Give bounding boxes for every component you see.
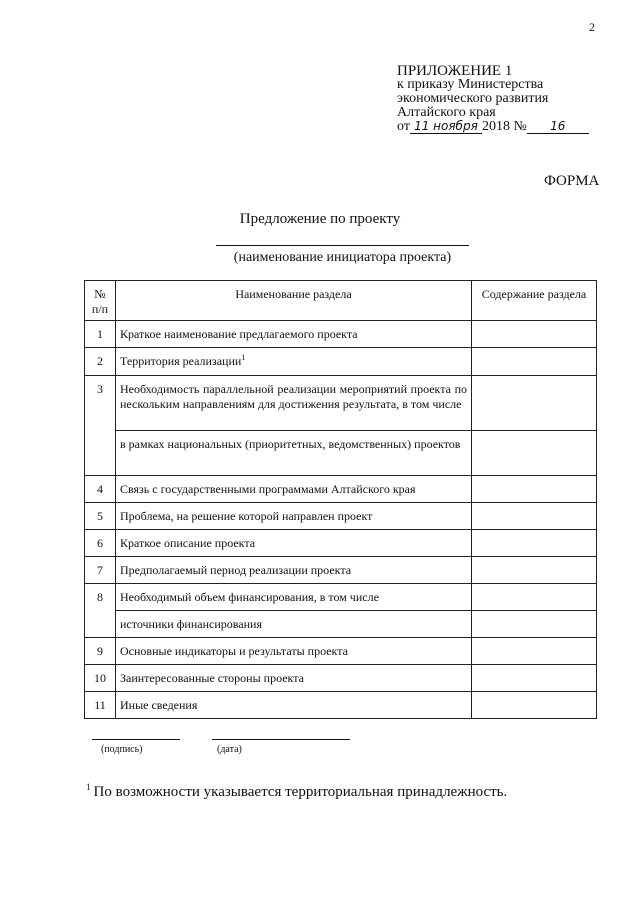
table-row bbox=[85, 530, 597, 557]
header-number bbox=[85, 281, 116, 321]
row-section-name: Проблема, на решение которой направлен проект bbox=[116, 503, 472, 530]
table-row bbox=[85, 692, 597, 719]
page-number: 2 bbox=[589, 20, 595, 34]
row-number: 8 bbox=[85, 584, 116, 638]
table-row bbox=[85, 584, 597, 611]
date-caption: (дата) bbox=[217, 744, 242, 755]
header-section-content: Содержание раздела bbox=[472, 281, 597, 321]
row-number: 3 bbox=[85, 376, 116, 476]
row-content-cell bbox=[472, 503, 597, 530]
row-number: 6 bbox=[85, 530, 116, 557]
proposal-table bbox=[84, 280, 597, 719]
table-row bbox=[85, 321, 597, 348]
row-section-name: Необходимость параллельной реализации мероприятий проекта по нескольким направлениям для достижения результата, в том числе bbox=[116, 376, 472, 431]
row-subsection-name: источники финансирования bbox=[116, 611, 472, 638]
row-content-cell bbox=[472, 638, 597, 665]
row-number: 1 bbox=[85, 321, 116, 348]
row-content-cell bbox=[472, 348, 597, 376]
row-content-cell bbox=[472, 376, 597, 431]
row-content-cell bbox=[472, 557, 597, 584]
table-row bbox=[85, 476, 597, 503]
header-number-line1: № bbox=[94, 287, 106, 301]
signature-line bbox=[92, 739, 180, 740]
handwritten-date: 11 ноября bbox=[410, 120, 482, 134]
appendix-header bbox=[397, 64, 589, 134]
row-section-name: Предполагаемый период реализации проекта bbox=[116, 557, 472, 584]
appendix-line-3: Алтайского края bbox=[397, 105, 496, 120]
table-row bbox=[85, 376, 597, 431]
table-row bbox=[85, 503, 597, 530]
row-content-cell bbox=[472, 476, 597, 503]
row-number: 4 bbox=[85, 476, 116, 503]
table-row bbox=[85, 348, 597, 376]
row-section-name: Иные сведения bbox=[116, 692, 472, 719]
appendix-date-line bbox=[397, 120, 589, 134]
row-content-cell bbox=[472, 692, 597, 719]
footnote-text: По возможности указывается территориальная принадлежность. bbox=[93, 784, 508, 800]
footnote-mark: 1 bbox=[86, 782, 91, 792]
row-section-name: Необходимый объем финансирования, в том числе bbox=[116, 584, 472, 611]
table-row bbox=[85, 665, 597, 692]
table-row bbox=[85, 638, 597, 665]
row-number: 5 bbox=[85, 503, 116, 530]
row-number: 2 bbox=[85, 348, 116, 376]
row-section-name: Основные индикаторы и результаты проекта bbox=[116, 638, 472, 665]
initiator-blank-line bbox=[216, 245, 469, 246]
row-content-cell bbox=[472, 530, 597, 557]
form-label: ФОРМА bbox=[544, 173, 600, 189]
row-number: 7 bbox=[85, 557, 116, 584]
row-number: 11 bbox=[85, 692, 116, 719]
footnote bbox=[86, 782, 507, 801]
row-section-name: Связь с государственными программами Алтайского края bbox=[116, 476, 472, 503]
appendix-title: ПРИЛОЖЕНИЕ 1 bbox=[397, 63, 513, 79]
table-row bbox=[85, 557, 597, 584]
order-year: 2018 bbox=[481, 119, 510, 134]
appendix-line-1: к приказу Министерства bbox=[397, 77, 544, 92]
date-line bbox=[212, 739, 350, 740]
row-section-name: Краткое наименование предлагаемого проекта bbox=[116, 321, 472, 348]
row-section-name bbox=[116, 348, 472, 376]
handwritten-number: 16 bbox=[527, 120, 589, 134]
header-section-name: Наименование раздела bbox=[116, 281, 472, 321]
row-content-cell bbox=[472, 431, 597, 476]
initiator-caption: (наименование инициатора проекта) bbox=[233, 250, 452, 265]
row-number: 10 bbox=[85, 665, 116, 692]
date-prefix: от bbox=[397, 119, 410, 134]
row-section-name: Краткое описание проекта bbox=[116, 530, 472, 557]
appendix-line-2: экономического развития bbox=[397, 91, 549, 106]
document-title: Предложение по проекту bbox=[239, 211, 401, 227]
row-content-cell bbox=[472, 584, 597, 611]
row-content-cell bbox=[472, 665, 597, 692]
row-number: 9 bbox=[85, 638, 116, 665]
row-section-text: Территория реализации bbox=[120, 354, 242, 368]
footnote-reference: 1 bbox=[241, 353, 246, 362]
table-subrow bbox=[85, 431, 597, 476]
table-header-row bbox=[85, 281, 597, 321]
header-number-line2: п/п bbox=[91, 302, 109, 316]
table-subrow bbox=[85, 611, 597, 638]
row-content-cell bbox=[472, 321, 597, 348]
row-content-cell bbox=[472, 611, 597, 638]
signature-caption: (подпись) bbox=[101, 744, 143, 755]
number-prefix: № bbox=[513, 119, 527, 134]
row-subsection-name: в рамках национальных (приоритетных, ведомственных) проектов bbox=[116, 431, 472, 476]
row-section-name: Заинтересованные стороны проекта bbox=[116, 665, 472, 692]
